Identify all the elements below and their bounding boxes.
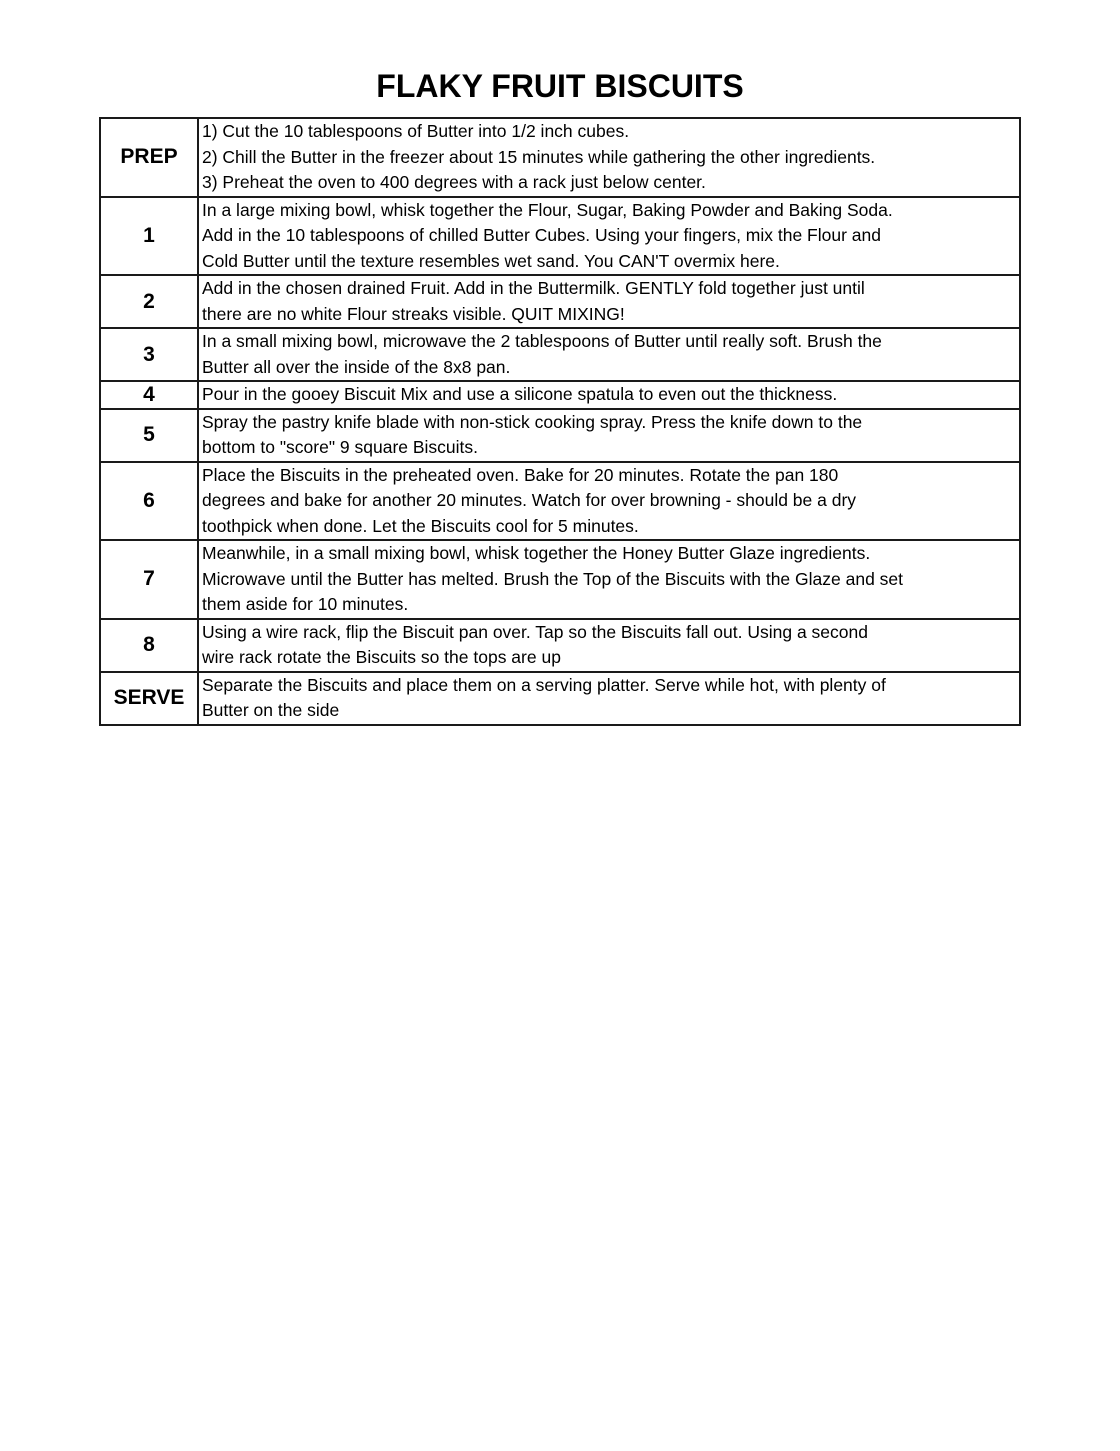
step-label: 6 xyxy=(100,462,198,541)
step-text: Place the Biscuits in the preheated oven. Bake for 20 minutes. Rotate the pan 180 degrees and bake for another 20 minutes. Watch for over browning - should be a dry toothpick when done. Let the Biscuits cool for 5 minutes. xyxy=(198,462,1020,541)
step-text: Meanwhile, in a small mixing bowl, whisk together the Honey Butter Glaze ingredients. Microwave until the Butter has melted. Brush the Top of the Biscuits with the Glaze and set them aside for 10 minutes. xyxy=(198,540,1020,619)
step-label: PREP xyxy=(100,118,198,197)
step-label: 3 xyxy=(100,328,198,381)
step-text: In a small mixing bowl, microwave the 2 tablespoons of Butter until really soft. Brush the Butter all over the inside of the 8x8 pan. xyxy=(198,328,1020,381)
step-label: 5 xyxy=(100,409,198,462)
step-text: Spray the pastry knife blade with non-stick cooking spray. Press the knife down to the bottom to "score" 9 square Biscuits. xyxy=(198,409,1020,462)
step-text: Add in the chosen drained Fruit. Add in the Buttermilk. GENTLY fold together just until there are no white Flour streaks visible. QUIT MIXING! xyxy=(198,275,1020,328)
table-row xyxy=(100,381,1020,409)
table-row xyxy=(100,540,1020,619)
table-row xyxy=(100,409,1020,462)
step-text: 1) Cut the 10 tablespoons of Butter into 1/2 inch cubes. 2) Chill the Butter in the freezer about 15 minutes while gathering the other ingredients. 3) Preheat the oven to 400 degrees with a rack just below center. xyxy=(198,118,1020,197)
recipe-steps-table xyxy=(99,117,1021,726)
table-row xyxy=(100,462,1020,541)
table-row xyxy=(100,275,1020,328)
table-row xyxy=(100,197,1020,276)
step-label: 7 xyxy=(100,540,198,619)
step-label: 4 xyxy=(100,381,198,409)
page-title: FLAKY FRUIT BISCUITS xyxy=(376,68,744,104)
step-label: 2 xyxy=(100,275,198,328)
step-label: SERVE xyxy=(100,672,198,725)
table-row xyxy=(100,672,1020,725)
table-row xyxy=(100,118,1020,197)
step-text: Pour in the gooey Biscuit Mix and use a silicone spatula to even out the thickness. xyxy=(198,381,1020,409)
step-text: Separate the Biscuits and place them on a serving platter. Serve while hot, with plenty of Butter on the side xyxy=(198,672,1020,725)
table-row xyxy=(100,619,1020,672)
step-label: 8 xyxy=(100,619,198,672)
step-text: In a large mixing bowl, whisk together the Flour, Sugar, Baking Powder and Baking Soda. Add in the 10 tablespoons of chilled Butter Cubes. Using your fingers, mix the Flour and Cold Butter until the texture resembles wet sand. You CAN'T overmix here. xyxy=(198,197,1020,276)
step-label: 1 xyxy=(100,197,198,276)
table-row xyxy=(100,328,1020,381)
step-text: Using a wire rack, flip the Biscuit pan over. Tap so the Biscuits fall out. Using a second wire rack rotate the Biscuits so the tops are up xyxy=(198,619,1020,672)
